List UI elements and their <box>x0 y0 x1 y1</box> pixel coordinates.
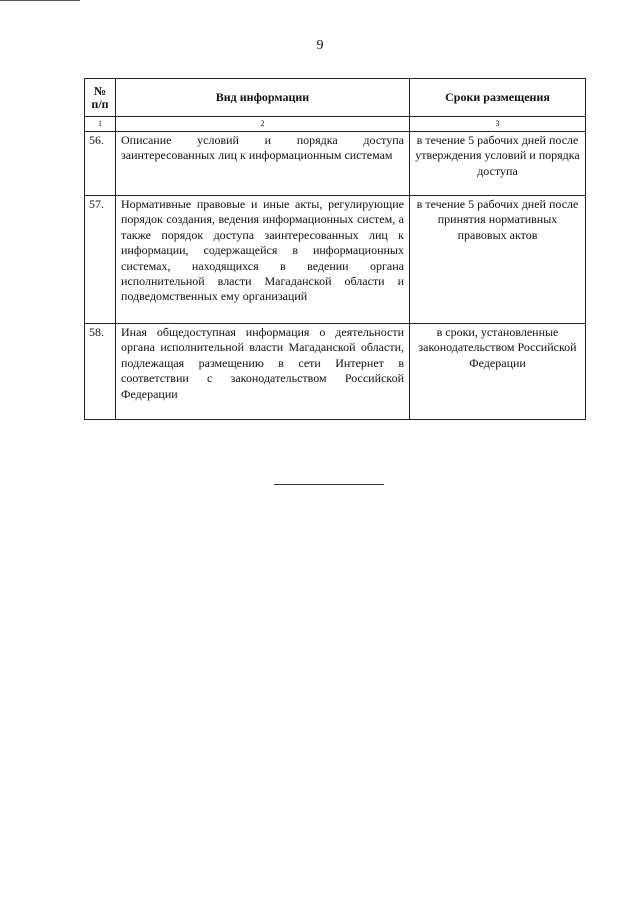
header-info-type: Вид информации <box>116 79 410 117</box>
table-header-row <box>85 79 586 117</box>
header-placement-term: Сроки размещения <box>410 79 586 117</box>
information-table <box>84 78 586 420</box>
row-placement-term: в течение 5 рабочих дней после утверждения условий и порядка доступа <box>410 132 586 196</box>
table-row <box>85 196 586 324</box>
row-placement-term: в сроки, установленные законодательством Российской Федерации <box>410 324 586 420</box>
header-num: № п/п <box>85 79 116 117</box>
column-index-3: 3 <box>410 117 586 132</box>
row-number: 57. <box>85 196 116 324</box>
row-number: 58. <box>85 324 116 420</box>
column-index-2: 2 <box>116 117 410 132</box>
row-number: 56. <box>85 132 116 196</box>
row-placement-term: в течение 5 рабочих дней после принятия нормативных правовых актов <box>410 196 586 324</box>
table-row <box>85 324 586 420</box>
page-number: 9 <box>316 38 324 53</box>
table-row <box>85 132 586 196</box>
top-edge-rule <box>0 0 80 1</box>
row-info-type: Нормативные правовые и иные акты, регулирующие порядок создания, ведения информационных систем, а также порядок доступа заинтересованных лиц к информации, содержащейся в информационных системах, находящихся в ведении органа исполнительной власти Магаданской области и подведомственных ему организаций <box>116 196 410 324</box>
column-index-row <box>85 117 586 132</box>
document-end-rule <box>274 484 384 485</box>
row-info-type: Иная общедоступная информация о деятельности органа исполнительной власти Магаданской области, подлежащая размещению в сети Интернет в соответствии с законодательством Российской Федерации <box>116 324 410 420</box>
row-info-type: Описание условий и порядка доступа заинтересованных лиц к информационным системам <box>116 132 410 196</box>
column-index-1: 1 <box>85 117 116 132</box>
